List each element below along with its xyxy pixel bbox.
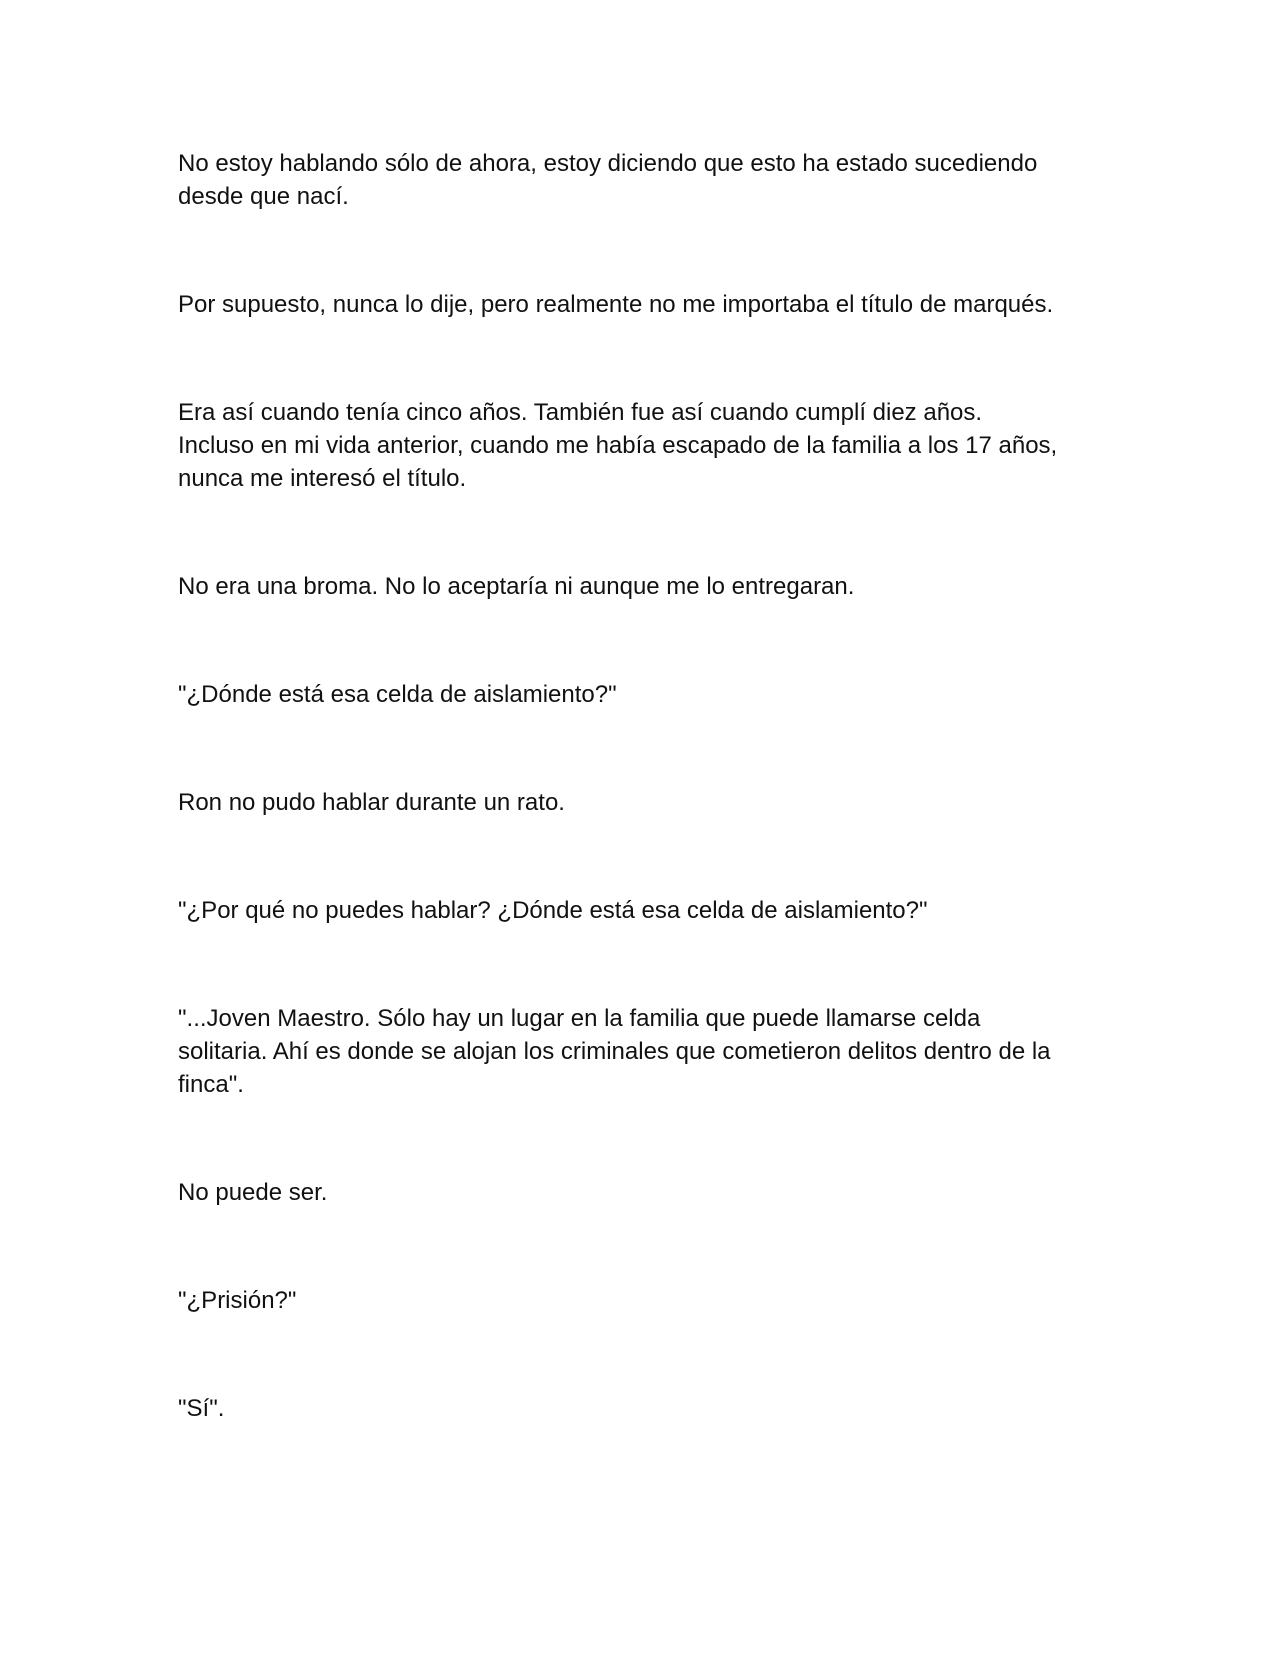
paragraph-2: Por supuesto, nunca lo dije, pero realmente no me importaba el título de marqués. <box>178 291 1054 318</box>
paragraph-11: "Sí". <box>178 1395 225 1422</box>
paragraph-3: Era así cuando tenía cinco años. También fue así cuando cumplí diez años. Incluso en mi vida anterior, cuando me había escapado de la familia a los 17 años, nunca me interesó el título. <box>178 399 1058 492</box>
paragraph-4: No era una broma. No lo aceptaría ni aunque me lo entregaran. <box>178 573 855 600</box>
paragraph-1: No estoy hablando sólo de ahora, estoy diciendo que esto ha estado sucediendo desde que nací. <box>178 150 1038 210</box>
paragraph-9: No puede ser. <box>178 1179 328 1206</box>
paragraph-7: "¿Por qué no puedes hablar? ¿Dónde está esa celda de aislamiento?" <box>178 897 928 924</box>
paragraph-5: "¿Dónde está esa celda de aislamiento?" <box>178 681 617 708</box>
paragraph-6: Ron no pudo hablar durante un rato. <box>178 789 565 816</box>
paragraph-10: "¿Prisión?" <box>178 1287 297 1314</box>
paragraph-8: "...Joven Maestro. Sólo hay un lugar en la familia que puede llamarse celda solitaria. Ahí es donde se alojan los criminales que cometieron delitos dentro de la finca". <box>178 1005 1051 1098</box>
